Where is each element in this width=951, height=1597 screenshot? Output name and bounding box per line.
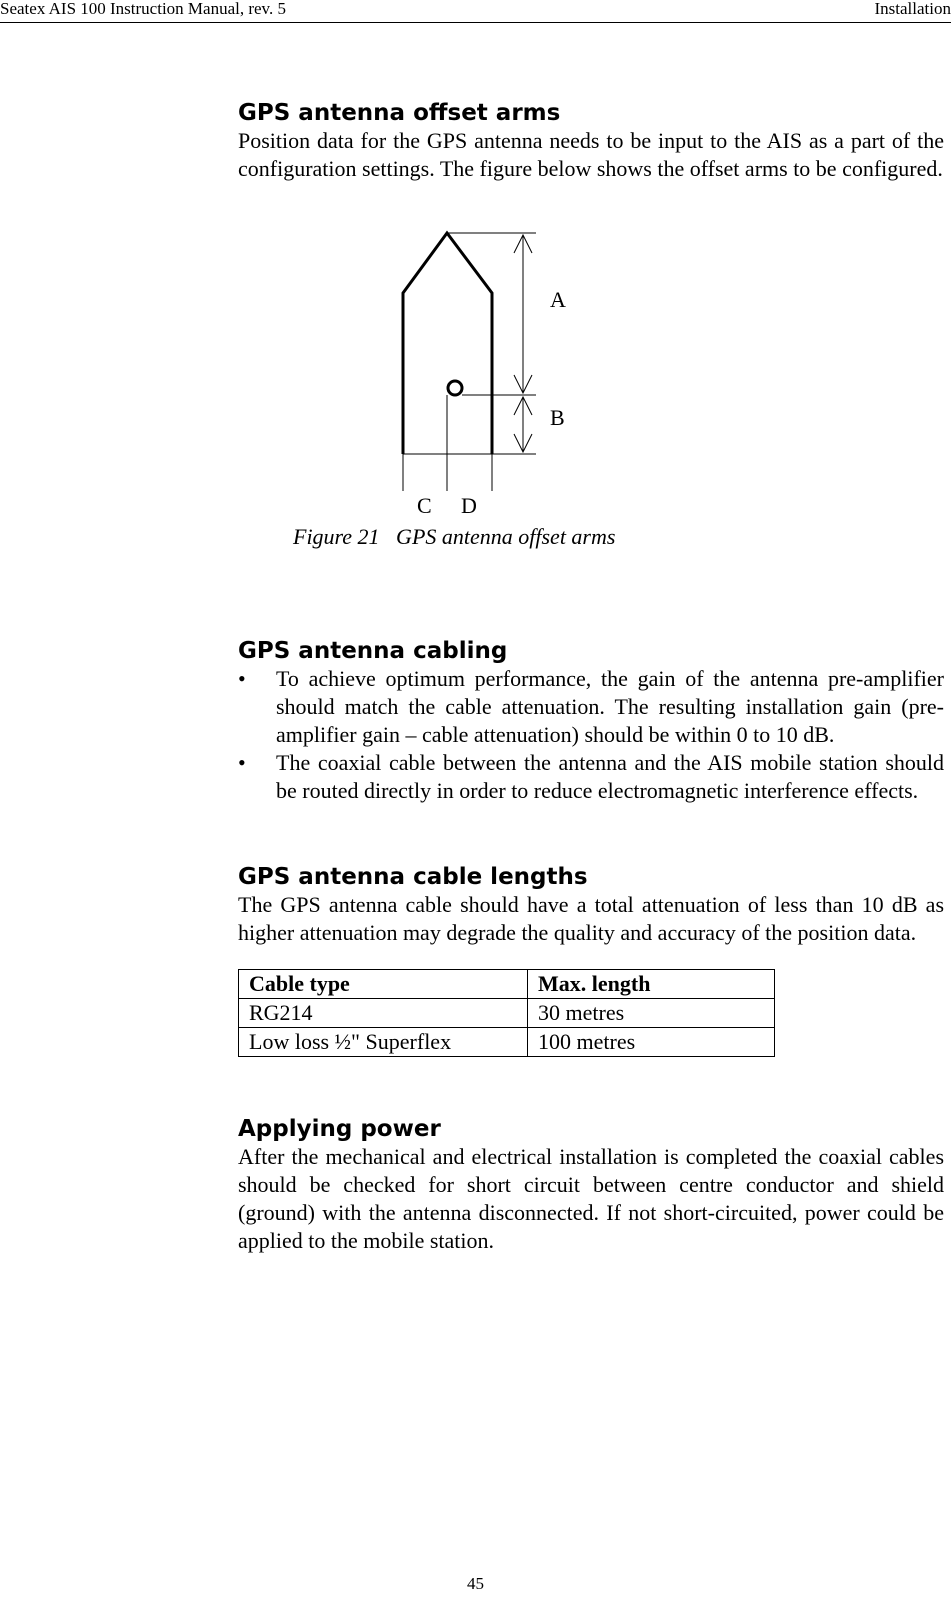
table-cell: Low loss ½" Superflex (239, 1028, 528, 1057)
label-b: B (550, 405, 565, 430)
cable-length-table (238, 969, 775, 1057)
table-header-cell: Cable type (239, 970, 528, 999)
page-content (238, 99, 944, 1255)
table-cell: RG214 (239, 999, 528, 1028)
bullet-icon: • (238, 666, 246, 691)
table-header-row (239, 970, 775, 999)
header-section-name: Installation (874, 0, 951, 18)
section-title-cabling: GPS antenna cabling (238, 638, 508, 664)
table-row (239, 999, 775, 1028)
section-title-offset-arms: GPS antenna offset arms (238, 100, 561, 126)
header-manual-title: Seatex AIS 100 Instruction Manual, rev. 5 (0, 0, 286, 18)
bullet-text: To achieve optimum performance, the gain of the antenna pre-amplifier should match the cable attenuation. The resulting installation gain (pre-amplifier gain – cable attenuation) should be within 0 to 10 dB. (276, 666, 944, 747)
boat-offset-diagram-lines (238, 183, 944, 523)
bullet-text: The coaxial cable between the antenna and the AIS mobile station should be routed directly in order to reduce electromagnetic interference effects. (276, 750, 944, 803)
label-a: A (550, 287, 566, 312)
cabling-bullet-list (238, 665, 944, 805)
cable-lengths-paragraph: The GPS antenna cable should have a total attenuation of less than 10 dB as higher attenuation may degrade the quality and accuracy of the position data. (238, 892, 944, 945)
applying-power-paragraph: After the mechanical and electrical installation is completed the coaxial cables should be checked for short circuit between centre conductor and shield (ground) with the antenna disconnected. If not short-circuited, power could be applied to the mobile station. (238, 1144, 944, 1253)
page-number: 45 (467, 1574, 484, 1593)
offset-arms-paragraph: Position data for the GPS antenna needs to be input to the AIS as a part of the configuration settings. The figure below shows the offset arms to be configured. (238, 128, 944, 181)
page-header (0, 0, 951, 23)
list-item (238, 665, 944, 749)
table-row (239, 1028, 775, 1057)
table-cell: 30 metres (528, 999, 775, 1028)
label-c: C (417, 493, 432, 518)
section-title-applying-power: Applying power (238, 1116, 441, 1142)
figure-caption: Figure 21 GPS antenna offset arms (293, 524, 616, 549)
section-title-cable-lengths: GPS antenna cable lengths (238, 864, 588, 890)
gps-antenna-icon (448, 381, 462, 395)
list-item (238, 749, 944, 805)
label-d: D (461, 493, 477, 518)
table-header-cell: Max. length (528, 970, 775, 999)
offset-arms-figure (238, 183, 944, 565)
bullet-icon: • (238, 750, 246, 775)
table-cell: 100 metres (528, 1028, 775, 1057)
